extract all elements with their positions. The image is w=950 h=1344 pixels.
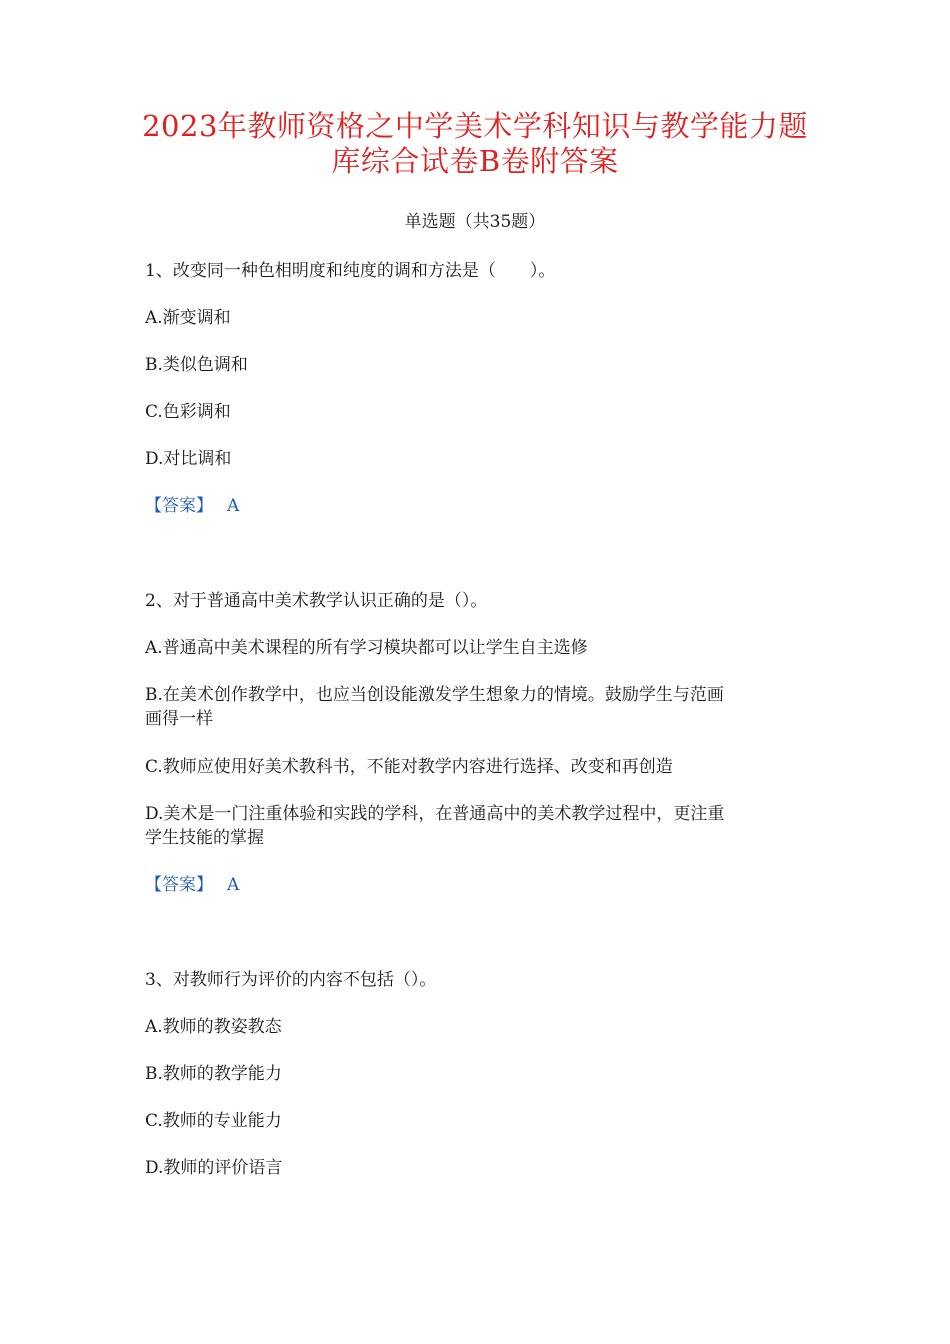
question-2-option-d-continued: 学生技能的掌握: [145, 828, 264, 848]
document-title-line-2: 库综合试卷B卷附答案: [331, 144, 619, 178]
question-1-option-a: A.渐变调和: [145, 308, 231, 328]
question-1-stem: 1、改变同一种色相明度和纯度的调和方法是（ ）。: [145, 261, 556, 281]
answer-value: A: [227, 875, 240, 895]
answer-value: A: [227, 496, 240, 516]
question-1-option-c: C.色彩调和: [145, 402, 231, 422]
question-2-option-a: A.普通高中美术课程的所有学习模块都可以让学生自主选修: [145, 638, 588, 658]
question-1-option-d: D.对比调和: [145, 449, 232, 469]
question-3-option-b: B.教师的教学能力: [145, 1064, 282, 1084]
question-1-option-b: B.类似色调和: [145, 355, 248, 375]
document-title-line-1: 2023年教师资格之中学美术学科知识与教学能力题: [142, 109, 808, 143]
question-2-option-c: C.教师应使用好美术教科书，不能对教学内容进行选择、改变和再创造: [145, 757, 673, 777]
question-1-answer: [145, 494, 810, 519]
question-2-answer: [145, 873, 810, 898]
answer-tag: 【答案】: [145, 875, 213, 895]
question-2-option-b: B.在美术创作教学中，也应当创设能激发学生想象力的情境。鼓励学生与范画: [145, 685, 724, 705]
answer-tag: 【答案】: [145, 496, 213, 516]
question-3-option-c: C.教师的专业能力: [145, 1111, 282, 1131]
question-3-stem: 3、对教师行为评价的内容不包括（）。: [145, 970, 437, 990]
question-3-option-a: A.教师的教姿教态: [145, 1017, 282, 1037]
question-2-option-d: D.美术是一门注重体验和实践的学科，在普通高中的美术教学过程中，更注重: [145, 804, 725, 824]
question-3-option-d: D.教师的评价语言: [145, 1158, 283, 1178]
question-2-option-b-continued: 画得一样: [145, 709, 213, 729]
section-heading: 单选题（共35题）: [404, 212, 546, 232]
question-2-stem: 2、对于普通高中美术教学认识正确的是（）。: [145, 591, 488, 611]
